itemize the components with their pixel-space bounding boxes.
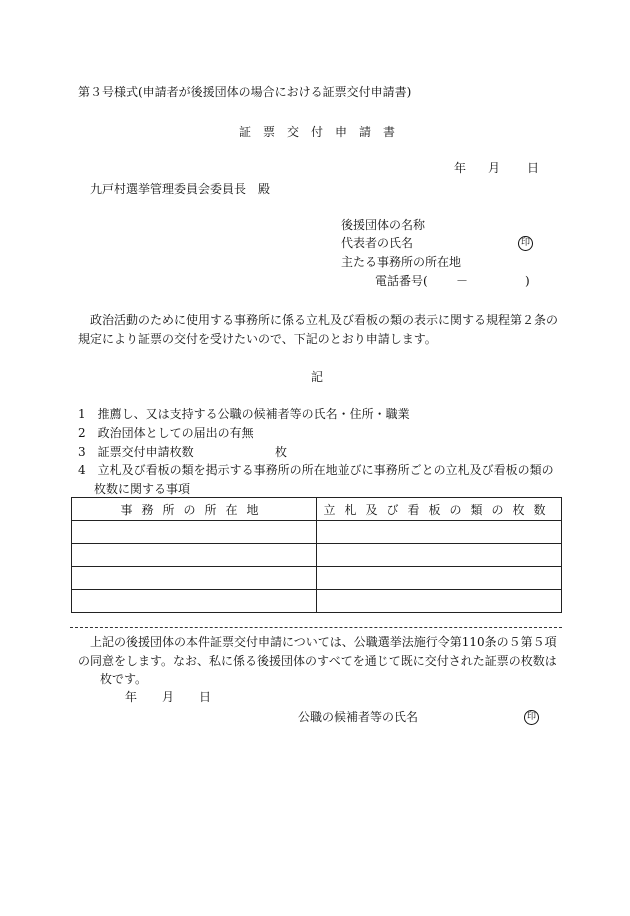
seal-stamp-candidate: 印 — [524, 710, 539, 725]
date-month: 月 — [488, 161, 501, 175]
table-row — [72, 567, 562, 590]
document-title: 証 票 交 付 申 請 書 — [239, 125, 396, 139]
table-cell-address[interactable] — [72, 544, 317, 567]
addressee: 九戸村選挙管理委員会委員長 殿 — [90, 182, 271, 196]
consent-date-day: 日 — [199, 690, 212, 704]
item-4: 4 立札及び看板の類を掲示する事務所の所在地並びに事務所ごとの立札及び看板の類の — [78, 463, 554, 477]
rep-name-label: 代表者の氏名 — [341, 236, 414, 250]
form-label: 第３号様式(申請者が後援団体の場合における証票交付申請書) — [78, 85, 412, 99]
consent-date-year: 年 — [125, 690, 138, 704]
phone-close: ) — [525, 274, 530, 288]
table-cell-count[interactable] — [317, 521, 562, 544]
table-cell-count[interactable] — [317, 590, 562, 613]
date-year: 年 — [454, 161, 467, 175]
body-line-2: 規定により証票の交付を受けたいので、下記のとおり申請します。 — [78, 332, 437, 346]
seal-stamp-applicant: 印 — [518, 236, 533, 251]
table-cell-count[interactable] — [317, 567, 562, 590]
consent-date-month: 月 — [162, 690, 175, 704]
candidate-name-label: 公職の候補者等の氏名 — [298, 710, 419, 724]
office-address-label: 主たる事務所の所在地 — [341, 255, 462, 269]
date-day: 日 — [527, 161, 540, 175]
consent-line-3: 枚です。 — [100, 672, 148, 686]
table-cell-address[interactable] — [72, 521, 317, 544]
org-name-label: 後援団体の名称 — [341, 218, 426, 232]
ki-heading: 記 — [311, 370, 324, 384]
table-header-address: 事務所の所在地 — [72, 498, 317, 521]
item-4-continued: 枚数に関する事項 — [94, 482, 191, 496]
table-cell-address[interactable] — [72, 590, 317, 613]
consent-line-1: 上記の後援団体の本件証票交付申請については、公職選挙法施行令第110条の５第５項 — [90, 635, 557, 649]
item-3-unit: 枚 — [275, 445, 288, 459]
body-line-1: 政治活動のために使用する事務所に係る立札及び看板の類の表示に関する規程第２条の — [90, 313, 559, 327]
item-3: 3 証票交付申請枚数 — [78, 445, 194, 459]
item-1: 1 推薦し、又は支持する公職の候補者等の氏名・住所・職業 — [78, 407, 410, 421]
table-cell-address[interactable] — [72, 567, 317, 590]
table-header-count: 立札及び看板の類の枚数 — [317, 498, 562, 521]
phone-dash: － — [456, 274, 469, 288]
phone-label: 電話番号( — [375, 274, 428, 288]
table-row — [72, 521, 562, 544]
table-cell-count[interactable] — [317, 544, 562, 567]
table-row — [72, 544, 562, 567]
table-row — [72, 590, 562, 613]
cut-line-divider — [70, 627, 562, 628]
office-sign-table — [71, 497, 562, 613]
table-header-row — [72, 498, 562, 521]
item-2: 2 政治団体としての届出の有無 — [78, 426, 254, 440]
consent-line-2: の同意をします。なお、私に係る後援団体のすべてを通じて既に交付された証票の枚数は — [78, 654, 557, 668]
